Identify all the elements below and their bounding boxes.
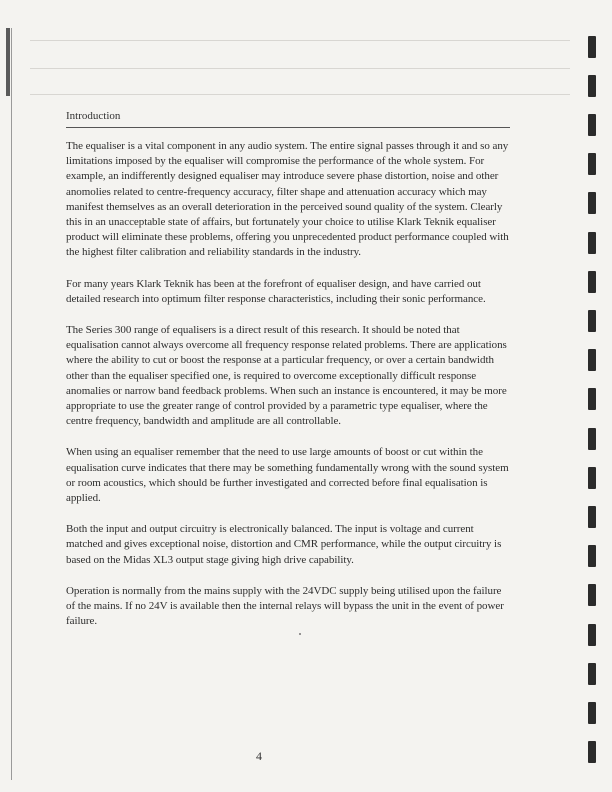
index-tab xyxy=(588,36,596,58)
index-tabs xyxy=(572,0,612,792)
index-tab xyxy=(588,467,596,489)
paragraph-intro: The equaliser is a vital component in any audio system. The entire signal passes through it and so any limitations imposed by the equaliser will compromise the performance of the whole system. For example, an indifferently designed equaliser may introduce severe phase distortion, noise and other anomolies related to centre-frequency accuracy, filter shape and attenuation accuracy which may manifest themselves as an overall deterioration in the perceived sound quality of the system. Clearly this in an unacceptable state of affairs, but fortunately your choice to utilise Klark Teknik equaliser product will eliminate these problems, offering you unprecedented product performance coupled with the highest filter calibration and reliability standards in the industry. xyxy=(66,140,509,259)
index-tab xyxy=(588,624,596,646)
index-tab xyxy=(588,271,596,293)
binding-shadow xyxy=(6,28,10,96)
heading-rule xyxy=(66,127,510,128)
index-tab xyxy=(588,702,596,724)
paragraph-series-300: The Series 300 range of equalisers is a direct result of this research. It should be noted that equalisation cannot always overcome all frequency response related problems. There are applications where the ability to cut or boost the response at a particular frequency, or over a certain bandwidth other than the equaliser specified one, is required to overcome exceptionally difficult response anomalies or narrow band feedback problems. When such an instance is encountered, it may be more appropriate to use the greater range of control provided by a parametric type equaliser, where the centre frequency, bandwidth and amplitude are all controllable. xyxy=(66,324,507,428)
body-text xyxy=(66,139,510,645)
index-tab xyxy=(588,663,596,685)
index-tab xyxy=(588,349,596,371)
page-number: 4 xyxy=(256,749,262,763)
paragraph-research: For many years Klark Teknik has been at the forefront of equaliser design, and have carried out detailed research into optimum filter response characteristics, including their sonic performance. xyxy=(66,277,486,305)
scan-artifact-line xyxy=(30,40,570,41)
section-heading: Introduction xyxy=(66,110,121,122)
scan-artifact-line xyxy=(30,94,570,95)
index-tab xyxy=(588,545,596,567)
index-tab xyxy=(588,506,596,528)
index-tab xyxy=(588,232,596,254)
paragraph-power: Operation is normally from the mains supply with the 24VDC supply being utilised upon the failure of the mains. If no 24V is available then the internal relays will bypass the unit in the event of power failure. xyxy=(66,584,504,628)
index-tab xyxy=(588,310,596,332)
paragraph-circuitry: Both the input and output circuitry is electronically balanced. The input is voltage and current matched and gives exceptional noise, distortion and CMR performance, while the output circuitry is based on the Midas XL3 output stage giving high drive capability. xyxy=(66,523,502,566)
index-tab xyxy=(588,192,596,214)
index-tab xyxy=(588,75,596,97)
paragraph-usage-note: When using an equaliser remember that the need to use large amounts of boost or cut within the equalisation curve indicates that there may be something fundamentally wrong with the sound system or room acoustics, which should be further investigated and corrected before final equalisation is applied. xyxy=(66,446,509,505)
scan-speck xyxy=(299,633,301,635)
index-tab xyxy=(588,741,596,763)
scan-artifact-line xyxy=(30,68,570,69)
binding-edge xyxy=(6,28,16,780)
binding-line xyxy=(11,28,12,780)
index-tab xyxy=(588,114,596,136)
index-tab xyxy=(588,584,596,606)
index-tab xyxy=(588,153,596,175)
index-tab xyxy=(588,428,596,450)
index-tab xyxy=(588,388,596,410)
